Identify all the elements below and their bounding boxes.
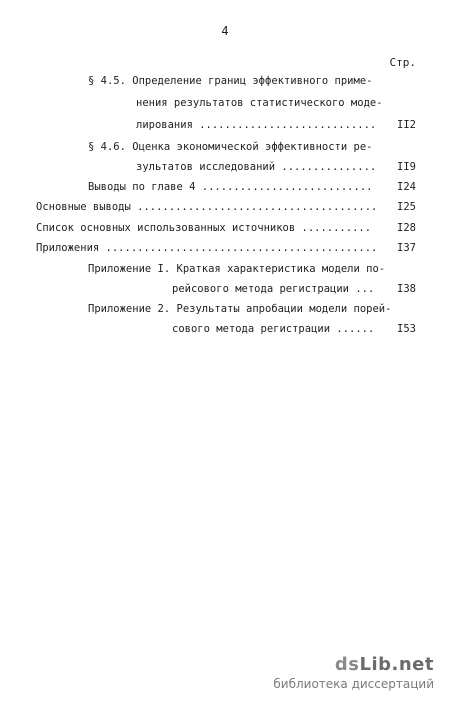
toc-line: § 4.5. Определение границ эффективного приме- xyxy=(88,75,373,87)
toc-line: лирования ............................ xyxy=(136,119,377,131)
toc-line: Приложение 2. Результаты апробации модели порей- xyxy=(88,303,392,315)
toc-page-ref: I25 xyxy=(397,201,416,213)
toc-page-ref: II2 xyxy=(397,119,416,131)
watermark-logo-ds: ds xyxy=(334,654,360,675)
toc-line: Выводы по главе 4 ........................... xyxy=(88,181,373,193)
page-number: 4 xyxy=(221,24,229,38)
pages-column-header: Стр. xyxy=(389,56,416,69)
watermark-logo-lib: Lib.net xyxy=(359,654,434,675)
toc-page-ref: I24 xyxy=(397,181,416,193)
toc-line: нения результатов статистического моде- xyxy=(136,97,383,109)
toc-line: Основные выводы ...................................... xyxy=(36,201,378,213)
watermark-subtitle: библиотека диссертаций xyxy=(273,677,434,691)
toc-line: зультатов исследований ............... xyxy=(136,161,377,173)
toc-page-ref: I38 xyxy=(397,283,416,295)
toc-line: сового метода регистрации ...... xyxy=(172,323,375,335)
toc-line: Приложения ........................................... xyxy=(36,242,378,254)
toc-page-ref: II9 xyxy=(397,161,416,173)
toc-line: § 4.6. Оценка экономической эффективности ре- xyxy=(88,141,373,153)
toc-line: Приложение I. Краткая характеристика модели по- xyxy=(88,263,386,275)
watermark-logo xyxy=(273,654,434,675)
toc-page-ref: I53 xyxy=(397,323,416,335)
site-watermark xyxy=(273,654,434,691)
toc-line: Список основных использованных источников ........... xyxy=(36,222,372,234)
toc-line: рейсового метода регистрации ... xyxy=(172,283,375,295)
toc-page-ref: I37 xyxy=(397,242,416,254)
toc-page-ref: I28 xyxy=(397,222,416,234)
